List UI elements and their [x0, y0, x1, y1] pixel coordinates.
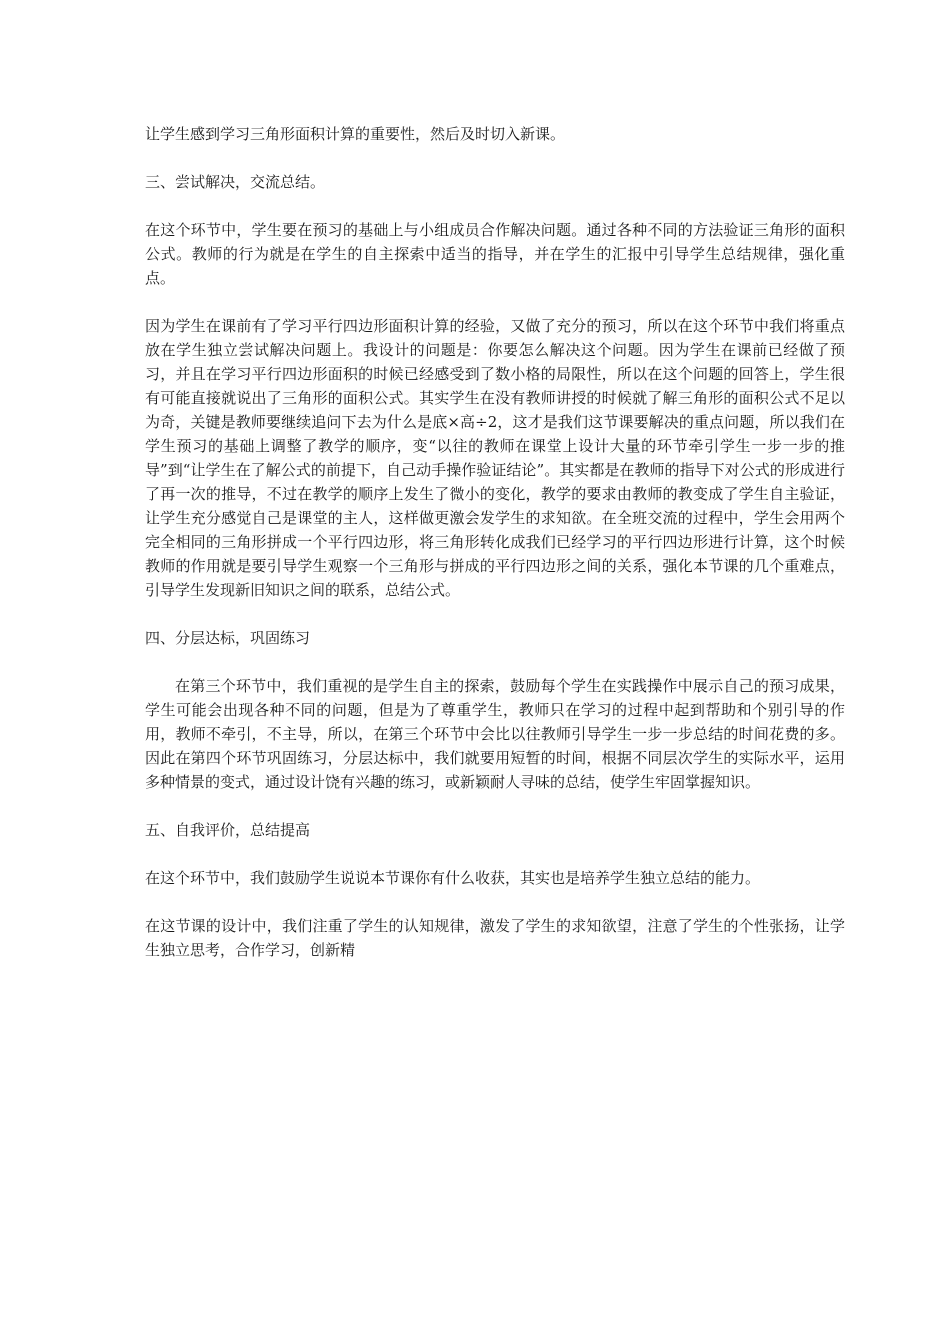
section-heading-4: 四、分层达标，巩固练习 [145, 629, 311, 647]
section-heading-5: 五、自我评价，总结提高 [145, 821, 311, 839]
paragraph-section-5: 在这个环节中，我们鼓励学生说说本节课你有什么收获，其实也是培养学生独立总结的能力。 [145, 869, 761, 887]
section-heading-3: 三、尝试解决，交流总结。 [145, 173, 326, 191]
paragraph-conclusion: 在这节课的设计中，我们注重了学生的认知规律，激发了学生的求知欲望，注意了学生的个性张扬，让学生独立思考，合作学习，创新精 [145, 917, 845, 959]
paragraph-section-3-summary: 在这个环节中，学生要在预习的基础上与小组成员合作解决问题。通过各种不同的方法验证三角形的面积公式。教师的行为就是在学生的自主探索中适当的指导，并在学生的汇报中引导学生总结规律，强化重点。 [145, 221, 845, 287]
paragraph-intro-continuation: 让学生感到学习三角形面积计算的重要性，然后及时切入新课。 [145, 125, 566, 143]
document-body [145, 122, 845, 986]
paragraph-section-4: 在第三个环节中，我们重视的是学生自主的探索，鼓励每个学生在实践操作中展示自己的预习成果，学生可能会出现各种不同的问题，但是为了尊重学生，教师只在学习的过程中起到帮助和个别引导的作用，教师不牵引，不主导，所以，在第三个环节中会比以往教师引导学生一步一步总结的时间花费的多。因此在第四个环节巩固练习，分层达标中，我们就要用短暂的时间，根据不同层次学生的实际水平，运用多种情景的变式，通过设计饶有兴趣的练习，或新颖耐人寻味的总结，使学生牢固掌握知识。 [145, 677, 845, 791]
paragraph-section-3-detail: 因为学生在课前有了学习平行四边形面积计算的经验，又做了充分的预习，所以在这个环节中我们将重点放在学生独立尝试解决问题上。我设计的问题是：你要怎么解决这个问题。因为学生在课前已经做了预习，并且在学习平行四边形面积的时候已经感受到了数小格的局限性，所以在这个问题的回答上，学生很有可能直接就说出了三角形的面积公式。其实学生在没有教师讲授的时候就了解三角形的面积公式不足以为奇，关键是教师要继续追问下去为什么是底×高÷2，这才是我们这节课要解决的重点问题，所以我们在学生预习的基础上调整了教学的顺序，变“以往的教师在课堂上设计大量的环节牵引学生一步一步的推导”到“让学生在了解公式的前提下，自己动手操作验证结论”。其实都是在教师的指导下对公式的形成进行了再一次的推导，不过在教学的顺序上发生了微小的变化，教学的要求由教师的教变成了学生自主验证，让学生充分感觉自己是课堂的主人，这样做更激会发学生的求知欲。在全班交流的过程中，学生会用两个完全相同的三角形拼成一个平行四边形，将三角形转化成我们已经学习的平行四边形进行计算，这个时候教师的作用就是要引导学生观察一个三角形与拼成的平行四边形之间的关系，强化本节课的几个重难点，引导学生发现新旧知识之间的联系，总结公式。 [145, 317, 845, 599]
